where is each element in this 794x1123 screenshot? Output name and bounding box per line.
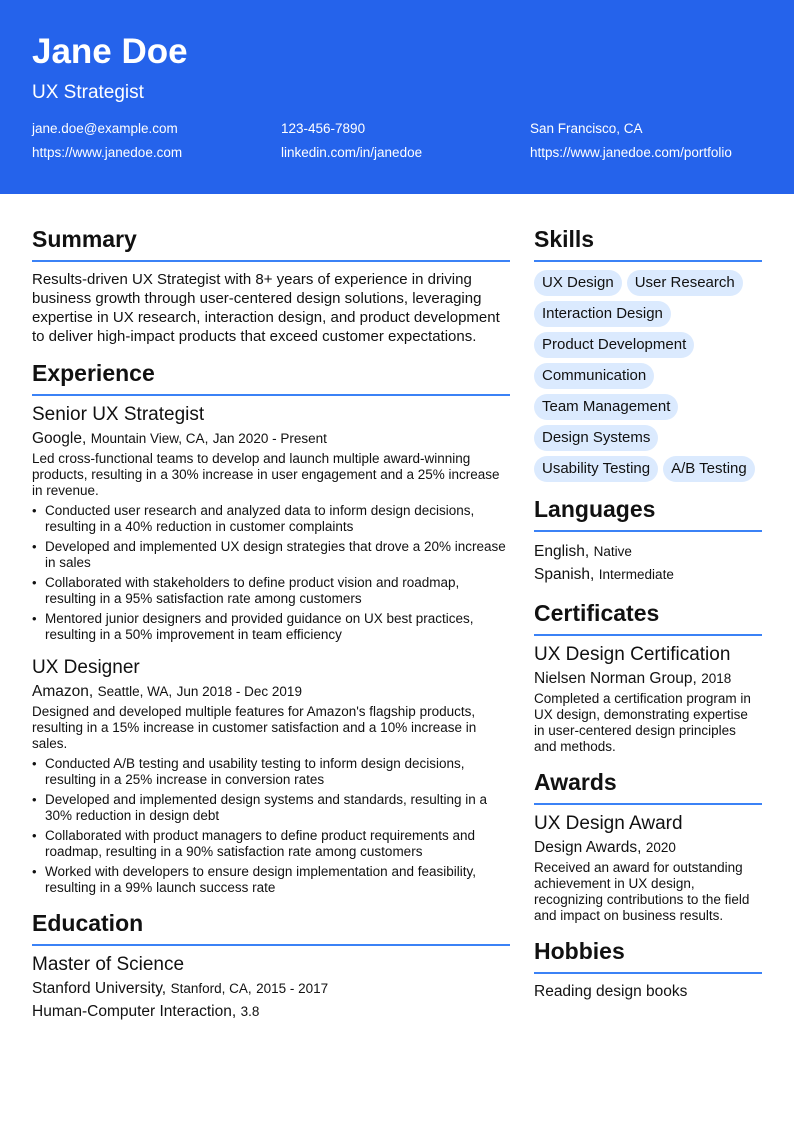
skill-chip: Product Development xyxy=(534,332,694,358)
job-entry xyxy=(32,657,510,896)
certificate-description: Completed a certification program in UX design, demonstrating expertise in user-centered design principles and methods. xyxy=(534,691,751,754)
skill-chip: Design Systems xyxy=(534,425,658,451)
education-field: Human-Computer Interaction, xyxy=(32,1003,237,1020)
language-item xyxy=(534,563,762,586)
side-column xyxy=(534,226,762,1022)
experience-section xyxy=(32,360,510,896)
award-year: 2020 xyxy=(645,840,676,855)
section-divider xyxy=(32,394,510,396)
section-divider xyxy=(534,530,762,532)
job-location: Seattle, WA, xyxy=(97,684,173,699)
job-company: Google, xyxy=(32,430,87,447)
section-divider xyxy=(534,972,762,974)
education-dates: 2015 - 2017 xyxy=(256,981,329,996)
section-title-skills: Skills xyxy=(534,226,595,252)
job-meta xyxy=(32,683,510,701)
skill-chip: UX Design xyxy=(534,270,622,296)
job-description: Designed and developed multiple features for Amazon's flagship products, resulting in a 15% increase in customer satisfaction and a 10% increase in sales. xyxy=(32,704,477,751)
job-bullet: • Developed and implemented design systems and standards, resulting in a 30% reduction in design debt xyxy=(32,792,510,824)
main-column xyxy=(32,226,510,1022)
education-degree: Master of Science xyxy=(32,954,185,975)
certificate-meta xyxy=(534,669,762,689)
award-issuer: Design Awards, xyxy=(534,839,642,856)
job-location: Mountain View, CA, xyxy=(90,431,209,446)
education-location: Stanford, CA, xyxy=(170,981,252,996)
contact-portfolio[interactable]: https://www.janedoe.com/portfolio xyxy=(530,145,732,160)
job-bullets xyxy=(32,756,510,896)
candidate-name: Jane Doe xyxy=(32,32,188,71)
education-gpa: 3.8 xyxy=(240,1004,260,1019)
section-title-experience: Experience xyxy=(32,360,155,386)
hobby-item: Reading design books xyxy=(534,983,688,1000)
section-divider xyxy=(534,260,762,262)
job-entry xyxy=(32,404,510,643)
job-dates: Jun 2018 - Dec 2019 xyxy=(176,684,302,699)
certificate-year: 2018 xyxy=(701,671,732,686)
language-item xyxy=(534,540,762,563)
skill-chip: Team Management xyxy=(534,394,678,420)
job-bullet: • Collaborated with product managers to define product requirements and roadmap, resulting in a 90% satisfaction rate among customers xyxy=(32,828,510,860)
resume-header xyxy=(0,0,794,194)
section-title-languages: Languages xyxy=(534,496,656,522)
candidate-role: UX Strategist xyxy=(32,82,144,103)
resume-body xyxy=(0,194,794,1022)
award-name: UX Design Award xyxy=(534,813,683,834)
job-bullet: • Collaborated with stakeholders to define product vision and roadmap, resulting in a 95% satisfaction rate among customers xyxy=(32,575,510,607)
contact-website[interactable]: https://www.janedoe.com xyxy=(32,145,183,160)
skill-chip: Interaction Design xyxy=(534,301,671,327)
job-bullet: • Worked with developers to ensure design implementation and feasibility, resulting in a 99% launch success rate xyxy=(32,864,510,896)
contact-linkedin[interactable]: linkedin.com/in/janedoe xyxy=(281,145,423,160)
job-title: UX Designer xyxy=(32,657,140,678)
skill-chip: Usability Testing xyxy=(534,456,658,482)
contact-info xyxy=(32,122,762,160)
languages-section xyxy=(534,496,762,586)
certificate-issuer: Nielsen Norman Group, xyxy=(534,670,697,687)
language-level: Native xyxy=(593,544,632,559)
skill-chips xyxy=(534,270,762,482)
section-divider xyxy=(534,634,762,636)
job-bullets xyxy=(32,503,510,643)
education-field-line xyxy=(32,1002,510,1022)
job-bullet: • Conducted A/B testing and usability testing to inform design decisions, resulting in a 25% increase in conversion rates xyxy=(32,756,510,788)
summary-section xyxy=(32,226,510,346)
section-title-hobbies: Hobbies xyxy=(534,938,625,964)
job-title: Senior UX Strategist xyxy=(32,404,205,425)
awards-section xyxy=(534,769,762,924)
job-bullet: • Mentored junior designers and provided guidance on UX best practices, resulting in a 50% improvement in team efficiency xyxy=(32,611,510,643)
skill-chip: Communication xyxy=(534,363,654,389)
section-title-certificates: Certificates xyxy=(534,600,660,626)
job-bullet: • Conducted user research and analyzed data to inform design decisions, resulting in a 40% reduction in customer complaints xyxy=(32,503,510,535)
language-name: English, xyxy=(534,543,590,560)
education-school: Stanford University, xyxy=(32,980,167,997)
section-title-awards: Awards xyxy=(534,769,617,795)
award-description: Received an award for outstanding achievement in UX design, recognizing contributions to the field and impact on business results. xyxy=(534,860,750,923)
job-description: Led cross-functional teams to develop and launch multiple award-winning products, resulting in a 30% increase in user engagement and a 25% increase in revenue. xyxy=(32,451,500,498)
section-title-summary: Summary xyxy=(32,226,137,252)
contact-email[interactable]: jane.doe@example.com xyxy=(32,121,178,136)
skill-chip: A/B Testing xyxy=(663,456,755,482)
job-bullet: • Developed and implemented UX design strategies that drove a 20% increase in sales xyxy=(32,539,510,571)
hobbies-section xyxy=(534,938,762,1002)
skill-chip: User Research xyxy=(627,270,743,296)
section-divider xyxy=(534,803,762,805)
skills-section xyxy=(534,226,762,482)
summary-text: Results-driven UX Strategist with 8+ years of experience in driving business growth through user-centered design solutions, leveraging expertise in UX research, interaction design, and product development to deliver high-impact products that exceed customer expectations. xyxy=(32,271,500,345)
language-name: Spanish, xyxy=(534,566,595,583)
certificate-name: UX Design Certification xyxy=(534,644,731,665)
contact-phone[interactable]: 123-456-7890 xyxy=(281,121,366,136)
job-company: Amazon, xyxy=(32,683,94,700)
section-divider xyxy=(32,944,510,946)
education-meta xyxy=(32,979,510,999)
language-level: Intermediate xyxy=(598,567,674,582)
contact-location: San Francisco, CA xyxy=(530,121,643,136)
award-meta xyxy=(534,838,762,858)
section-divider xyxy=(32,260,510,262)
section-title-education: Education xyxy=(32,910,144,936)
education-section xyxy=(32,910,510,1022)
certificates-section xyxy=(534,600,762,755)
job-meta xyxy=(32,430,510,448)
job-dates: Jan 2020 - Present xyxy=(212,431,327,446)
